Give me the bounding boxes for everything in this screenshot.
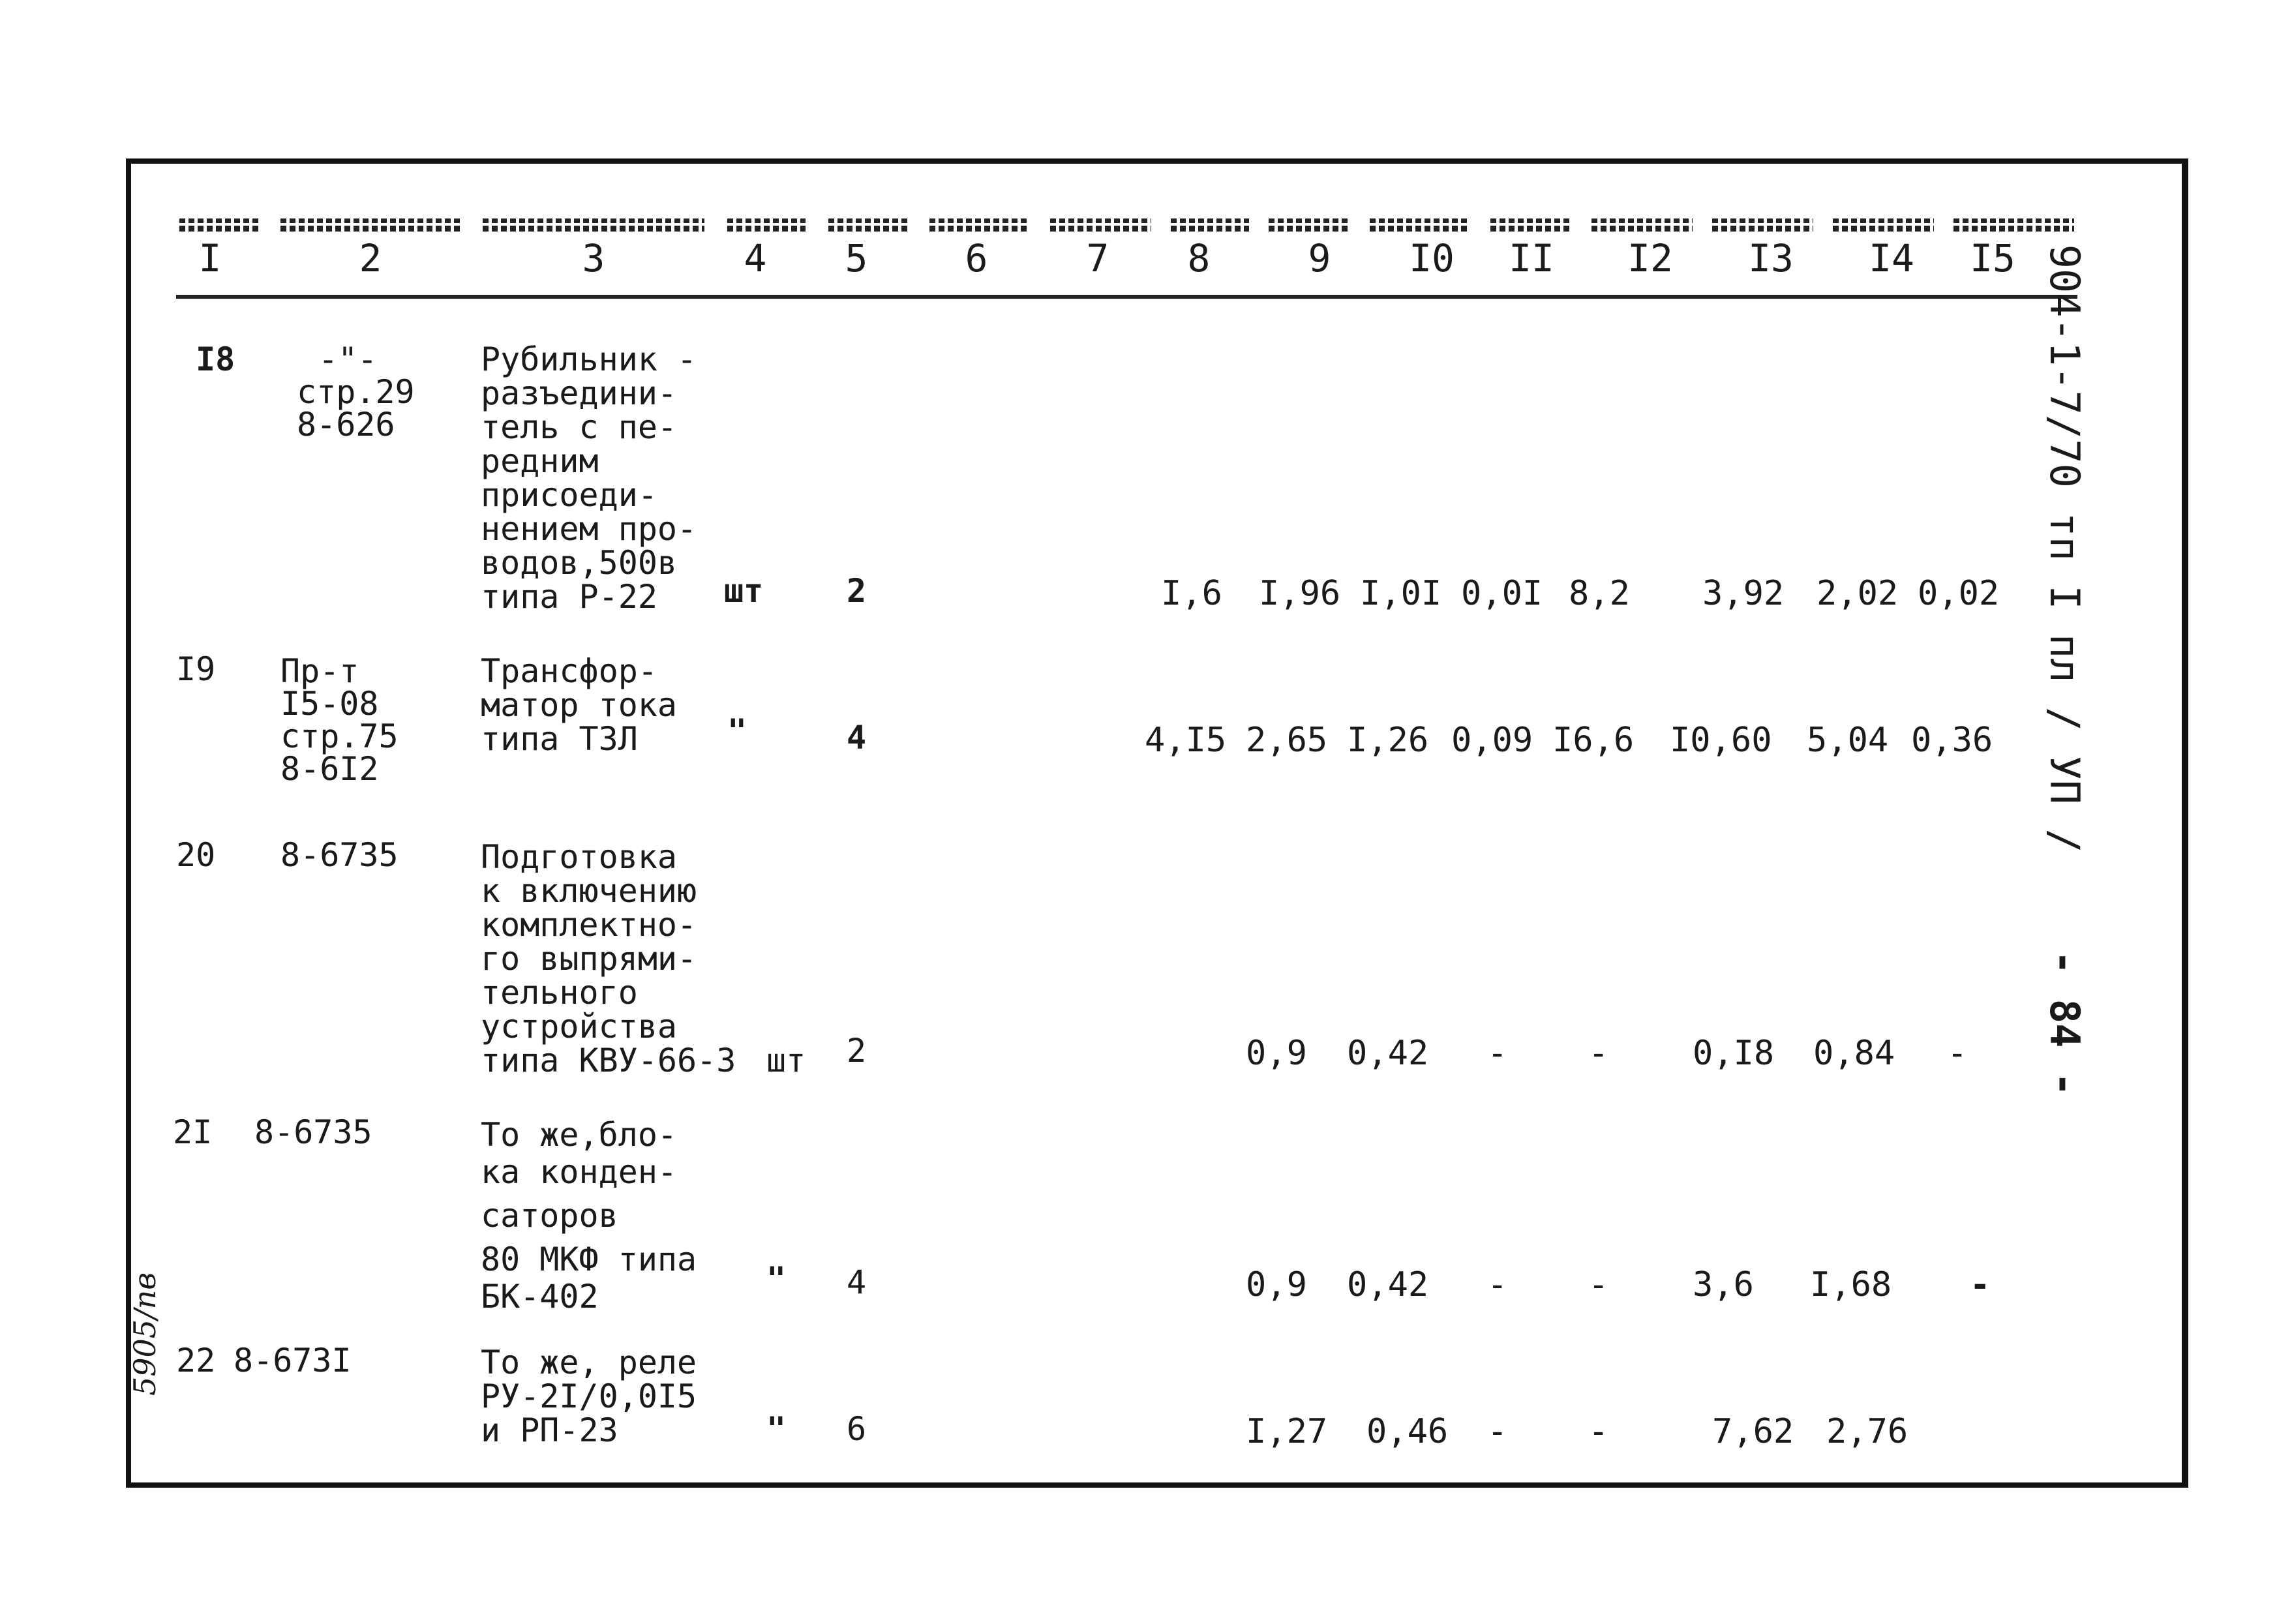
description-line: присоеди- xyxy=(481,476,657,514)
quantity: 6 xyxy=(847,1410,867,1448)
value-col-9: I,96 xyxy=(1259,574,1341,613)
code-line: -"- xyxy=(318,340,378,378)
code-line: 8-673I xyxy=(234,1342,352,1379)
value-col-13: 3,92 xyxy=(1702,574,1785,613)
column-heading: I3 xyxy=(1748,236,1794,280)
value-col-14: 2,76 xyxy=(1826,1412,1908,1451)
column-heading: I4 xyxy=(1869,236,1914,280)
code-line: 8-6735 xyxy=(280,836,399,874)
column-heading: 9 xyxy=(1308,236,1331,280)
header-underline xyxy=(176,295,2077,299)
row-number: 22 xyxy=(176,1342,216,1379)
description-line: разъедини- xyxy=(481,374,678,412)
description xyxy=(481,840,736,1077)
value-col-10: I,26 xyxy=(1347,721,1429,760)
header-rule-segment xyxy=(929,218,1027,232)
header-rule-segment xyxy=(828,218,910,232)
description-line: редним xyxy=(481,442,599,480)
value-col-11: 0,09 xyxy=(1451,721,1533,760)
header-rule-segment xyxy=(1171,218,1249,232)
description-line: Трансфор- xyxy=(481,652,657,690)
description xyxy=(481,1117,697,1316)
value-col-12: - xyxy=(1588,1412,1609,1451)
description-line: Рубильник - xyxy=(481,340,697,378)
value-col-13: I0,60 xyxy=(1670,721,1772,760)
code-line: 8-626 xyxy=(297,406,395,444)
quantity: 4 xyxy=(847,719,867,757)
value-col-9: I,27 xyxy=(1246,1412,1328,1451)
code-line: 8-6735 xyxy=(254,1113,372,1151)
value-col-10: 0,42 xyxy=(1347,1034,1429,1073)
description xyxy=(481,654,677,756)
value-col-12: I6,6 xyxy=(1552,721,1635,760)
header-rule-segment xyxy=(727,218,806,232)
description-line: тельного xyxy=(481,974,638,1012)
value-col-15: - xyxy=(1947,1034,1968,1073)
column-heading: 5 xyxy=(845,236,868,280)
description-line: к включению xyxy=(481,872,697,910)
description-line: устройства xyxy=(481,1008,678,1045)
column-heading: 8 xyxy=(1187,236,1211,280)
row-number: I8 xyxy=(196,340,235,378)
value-col-12: - xyxy=(1588,1034,1609,1073)
description-line: го выпрями- xyxy=(481,940,697,978)
column-heading: 3 xyxy=(582,236,605,280)
value-col-9: 0,9 xyxy=(1246,1265,1307,1304)
row-number: 2I xyxy=(173,1113,213,1151)
description-line: и РП-23 xyxy=(481,1411,618,1449)
value-col-14: 2,02 xyxy=(1817,574,1899,613)
unit: " xyxy=(766,1260,787,1298)
quantity: 2 xyxy=(847,572,867,610)
column-heading: 2 xyxy=(359,236,382,280)
description-line: матор тока xyxy=(481,686,678,724)
description-line: типа ТЗЛ xyxy=(481,720,638,758)
value-col-15: 0,36 xyxy=(1911,721,1993,760)
code-line: 8-6I2 xyxy=(280,750,379,788)
code-line: стр.75 xyxy=(280,717,399,755)
column-heading: II xyxy=(1509,236,1554,280)
column-heading: 4 xyxy=(744,236,767,280)
page-number: - 84 - xyxy=(2041,950,2088,1097)
description-line: саторов xyxy=(481,1197,618,1235)
unit: " xyxy=(766,1410,787,1448)
header-rule-segment xyxy=(483,218,704,232)
unit: " xyxy=(727,712,747,750)
description-line: комплектно- xyxy=(481,906,697,944)
document-code: 904-1-7/70 тп I пл / УП / xyxy=(2041,244,2088,853)
value-col-13: 3,6 xyxy=(1693,1265,1754,1304)
value-col-11: 0,0I xyxy=(1461,574,1543,613)
header-rule-segment xyxy=(1269,218,1350,232)
value-col-14: 5,04 xyxy=(1807,721,1889,760)
header-rule-segment xyxy=(280,218,463,232)
code-line: I5-08 xyxy=(280,685,379,723)
unit: шт xyxy=(766,1042,806,1079)
description-line: 80 МКФ типа xyxy=(481,1241,697,1278)
column-heading: I2 xyxy=(1627,236,1673,280)
value-col-9: 2,65 xyxy=(1246,721,1328,760)
description xyxy=(481,342,697,614)
quantity: 4 xyxy=(847,1263,867,1301)
value-col-10: I,0I xyxy=(1360,574,1442,613)
value-col-9: 0,9 xyxy=(1246,1034,1307,1073)
value-col-10: 0,42 xyxy=(1347,1265,1429,1304)
description-line: тель с пе- xyxy=(481,408,678,446)
description-line: РУ-2I/0,0I5 xyxy=(481,1377,697,1415)
value-col-14: 0,84 xyxy=(1813,1034,1895,1073)
header-rule-segment xyxy=(1833,218,1934,232)
description-line: нением про- xyxy=(481,510,697,548)
code-line: Пр-т xyxy=(280,652,359,690)
description-line: Подготовка xyxy=(481,838,678,876)
value-col-15: - xyxy=(1970,1265,1991,1304)
description-line: типа КВУ-66-3 xyxy=(481,1042,736,1079)
header-rule-segment xyxy=(1370,218,1468,232)
column-heading: I5 xyxy=(1970,236,2015,280)
value-col-11: - xyxy=(1487,1412,1508,1451)
document-code-vertical xyxy=(2041,196,2136,1370)
description xyxy=(481,1346,697,1447)
value-col-8: 4,I5 xyxy=(1145,721,1227,760)
header-rule-segment xyxy=(1490,218,1572,232)
value-col-11: - xyxy=(1487,1265,1508,1304)
column-heading: 6 xyxy=(965,236,988,280)
row-number: 20 xyxy=(176,836,216,874)
description-line: водов,500в xyxy=(481,544,678,582)
description-line: ка конден- xyxy=(481,1153,678,1191)
row-number: I9 xyxy=(176,650,216,688)
header-rule-segment xyxy=(1591,218,1693,232)
header-rule-segment xyxy=(1050,218,1151,232)
value-col-13: 7,62 xyxy=(1712,1412,1794,1451)
value-col-10: 0,46 xyxy=(1366,1412,1449,1451)
archive-stamp: 5905/пв xyxy=(127,1272,162,1396)
description-line: типа Р-22 xyxy=(481,578,657,616)
value-col-13: 0,I8 xyxy=(1693,1034,1775,1073)
description-line: БК-402 xyxy=(481,1278,599,1316)
column-heading: I xyxy=(198,236,222,280)
value-col-8: I,6 xyxy=(1161,574,1222,613)
code-line: стр.29 xyxy=(297,373,415,411)
quantity: 2 xyxy=(847,1032,867,1070)
description-line: То же,бло- xyxy=(481,1116,678,1154)
value-col-12: - xyxy=(1588,1265,1609,1304)
value-col-14: I,68 xyxy=(1810,1265,1892,1304)
unit: шт xyxy=(724,572,764,610)
column-heading: I0 xyxy=(1409,236,1455,280)
value-col-12: 8,2 xyxy=(1569,574,1630,613)
value-col-11: - xyxy=(1487,1034,1508,1073)
header-rule-segment xyxy=(1712,218,1813,232)
column-heading: 7 xyxy=(1086,236,1109,280)
description-line: То же, реле xyxy=(481,1344,697,1381)
header-rule-segment xyxy=(179,218,261,232)
value-col-15: 0,02 xyxy=(1918,574,2000,613)
